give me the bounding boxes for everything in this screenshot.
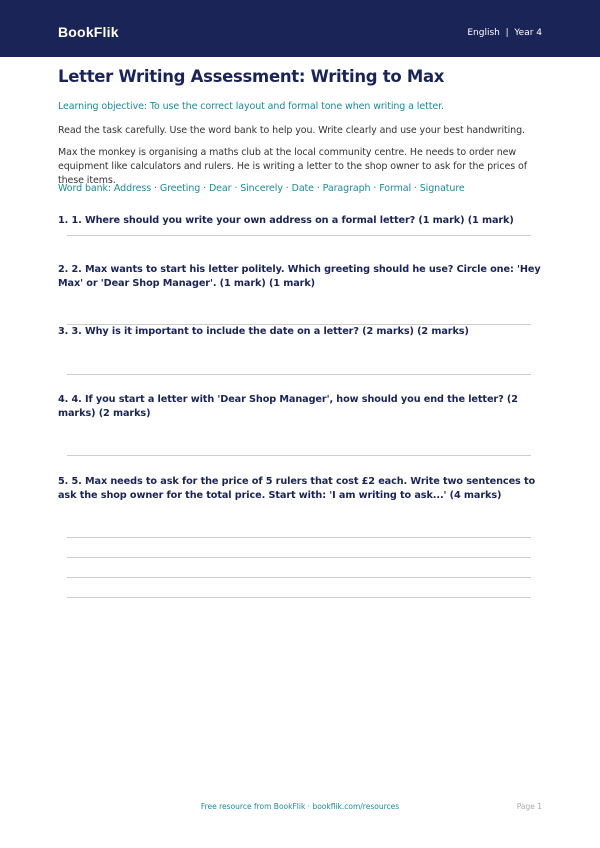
answer-line bbox=[67, 557, 531, 558]
page-number: Page 1 bbox=[516, 802, 542, 811]
answer-line bbox=[67, 455, 531, 456]
learning-objective: Learning objective: To use the correct layout and formal tone when writing a letter. bbox=[58, 101, 444, 112]
question-3: 3. 3. Why is it important to include the date on a letter? (2 marks) (2 marks) bbox=[58, 326, 469, 337]
answer-line bbox=[67, 235, 531, 236]
brand-logo-text: BookFlik bbox=[58, 24, 119, 40]
answer-line bbox=[67, 374, 531, 375]
question-4: 4. 4. If you start a letter with 'Dear Shop Manager', how should you end the letter? (2 marks) (2 marks) bbox=[58, 394, 518, 419]
instructions-text: Read the task carefully. Use the word bank to help you. Write clearly and use your best handwriting. bbox=[58, 125, 525, 136]
page-header bbox=[0, 0, 600, 57]
answer-line bbox=[67, 537, 531, 538]
question-2: 2. 2. Max wants to start his letter politely. Which greeting should he use? Circle one: 'Hey Max' or 'Dear Shop Manager'. (1 mark) (1 mark) bbox=[58, 264, 541, 289]
answer-line bbox=[67, 577, 531, 578]
page-title: Letter Writing Assessment: Writing to Max bbox=[58, 67, 445, 86]
question-5: 5. 5. Max needs to ask for the price of 5 rulers that cost £2 each. Write two sentences to ask the shop owner for the total price. Start with: 'I am writing to ask...' (4 marks) bbox=[58, 476, 536, 501]
footer-text: Free resource from BookFlik · bookflik.com/resources bbox=[200, 802, 400, 811]
word-bank: Word bank: Address · Greeting · Dear · Sincerely · Date · Paragraph · Formal · Signature bbox=[58, 183, 465, 194]
question-1: 1. 1. Where should you write your own address on a formal letter? (1 mark) (1 mark) bbox=[58, 215, 514, 226]
answer-line bbox=[67, 597, 531, 598]
subject-year-label: English | Year 4 bbox=[467, 28, 542, 38]
scenario-text: Max the monkey is organising a maths club at the local community centre. He needs to order new equipment like calculators and rulers. He is writing a letter to the shop owner to ask for the prices of these items. bbox=[58, 147, 527, 186]
